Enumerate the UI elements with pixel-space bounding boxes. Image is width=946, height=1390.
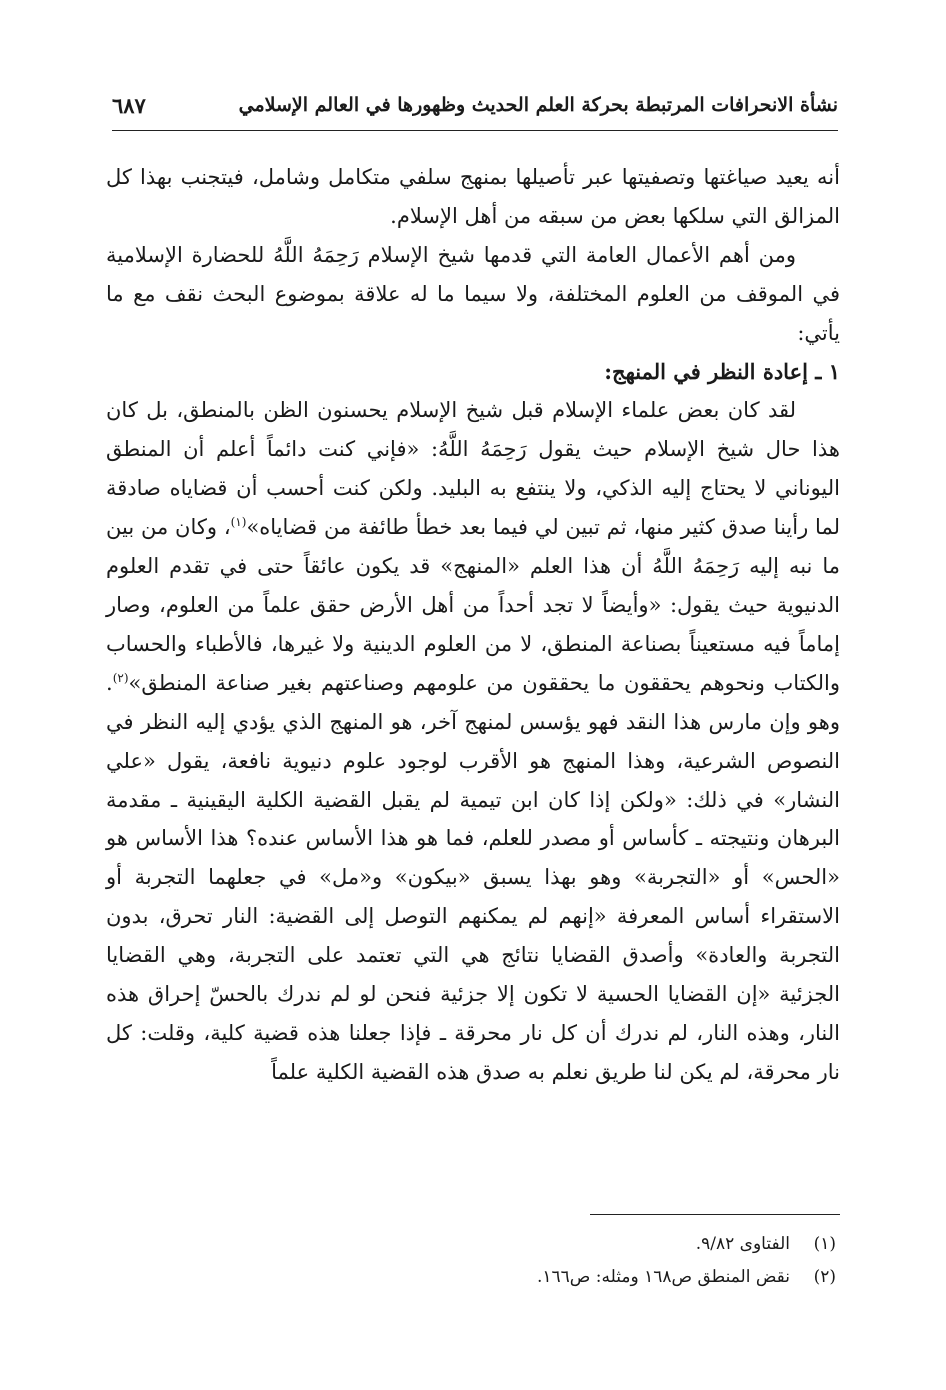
footnote: [236, 1261, 836, 1294]
paragraph-3-part-a: لقد كان بعض علماء الإسلام قبل شيخ الإسلام يحسنون الظن بالمنطق، بل كان هذا حال شيخ الإسلام حيث يقول رَحِمَهُ اللَّهُ: «فإني كنت دائماً أعلم أن المنطق اليوناني لا يحتاج إليه الذكي، ولا ينتفع به البليد. ولكن كنت أحسب أن قضاياه صادقة لما رأينا صدق كثير منها، ثم تبين لي فيما بعد خطأ طائفة من قضاياه»: [106, 398, 840, 540]
footnote-text: الفتاوى ٩/٨٢.: [695, 1234, 790, 1254]
footnote-ref-1: (١): [230, 515, 247, 530]
paragraph-3-part-b: ، وكان من بين ما نبه إليه رَحِمَهُ اللَّهُ أن هذا العلم «المنهج» قد يكون عائقاً حتى في تقدم العلوم الدنيوية حيث يقول: «وأيضاً لا تجد أحداً من أهل الأرض حقق علماً من العلوم، وصار إماماً فيه مستعيناً بصناعة المنطق، لا من العلوم الدينية ولا غيرها، فالأطباء والحساب والكتاب ونحوهم يحققون ما يحققون من علومهم وصناعتهم بغير صناعة المنطق»: [106, 515, 840, 695]
paragraph-3-part-c: . وهو وإن مارس هذا النقد فهو يؤسس لمنهج آخر، هو المنهج الذي يؤدي إليه النظر في النصوص الشرعية، وهذا المنهج هو الأقرب لوجود علوم دنيوية نافعة، يقول «علي النشار» في ذلك: «ولكن إذا كان ابن تيمية لم يقبل القضية الكلية اليقينية ـ مقدمة البرهان ونتيجته ـ كأساس أو مصدر للعلم، فما هو هذا الأساس عنده؟ هذا الأساس هو «الحس» أو «التجربة» وهو بهذا يسبق «بيكون» و«مل» في جعلهما التجربة أو الاستقراء أساس المعرفة «إنهم لم يمكنهم التوصل إلى القضية: النار تحرق، بدون التجربة والعادة» وأصدق القضايا نتائج هي التي تعتمد على التجربة، وهي القضايا الجزئية «إن القضايا الحسية لا تكون إلا جزئية فنحن لو لم ندرك بالحسّ إحراق هذه النار، وهذه النار، لم ندرك أن كل نار محرقة ـ فإذا جعلنا هذه قضية كلية، وقلت: كل نار محرقة، لم يكن لنا طريق نعلم به صدق هذه القضية الكلية علماً: [106, 670, 840, 1084]
footnote-rule: [590, 1214, 840, 1215]
header-rule: [112, 130, 838, 131]
running-title: نشأة الانحرافات المرتبطة بحركة العلم الحديث وظهورها في العالم الإسلامي: [238, 94, 838, 116]
running-header: [112, 86, 838, 124]
paragraph-3: [106, 391, 840, 1091]
footnote-number: (٢): [813, 1267, 836, 1287]
footnote-ref-2: (٢): [112, 670, 129, 685]
footnote: [236, 1228, 836, 1261]
footnote-number: (١): [813, 1234, 836, 1254]
paragraph-2: ومن أهم الأعمال العامة التي قدمها شيخ الإسلام رَحِمَهُ اللَّهُ للحضارة الإسلامية في الموقف من العلوم المختلفة، ولا سيما ما له علاقة بموضوع البحث نقف مع ما يأتي:: [106, 242, 840, 345]
section-heading: ١ ـ إعادة النظر في المنهج:: [604, 358, 840, 384]
footnotes: [236, 1228, 836, 1294]
paragraph-1: أنه يعيد صياغتها وتصفيتها عبر تأصيلها بمنهج سلفي متكامل وشامل، فيتجنب بهذا كل المزالق التي سلكها بعض من سبقه من أهل الإسلام.: [106, 165, 840, 228]
page-number: ٦٨٧: [112, 92, 146, 118]
footnote-text: نقض المنطق ص١٦٨ ومثله: ص١٦٦.: [536, 1267, 790, 1287]
main-text: [106, 158, 840, 1092]
